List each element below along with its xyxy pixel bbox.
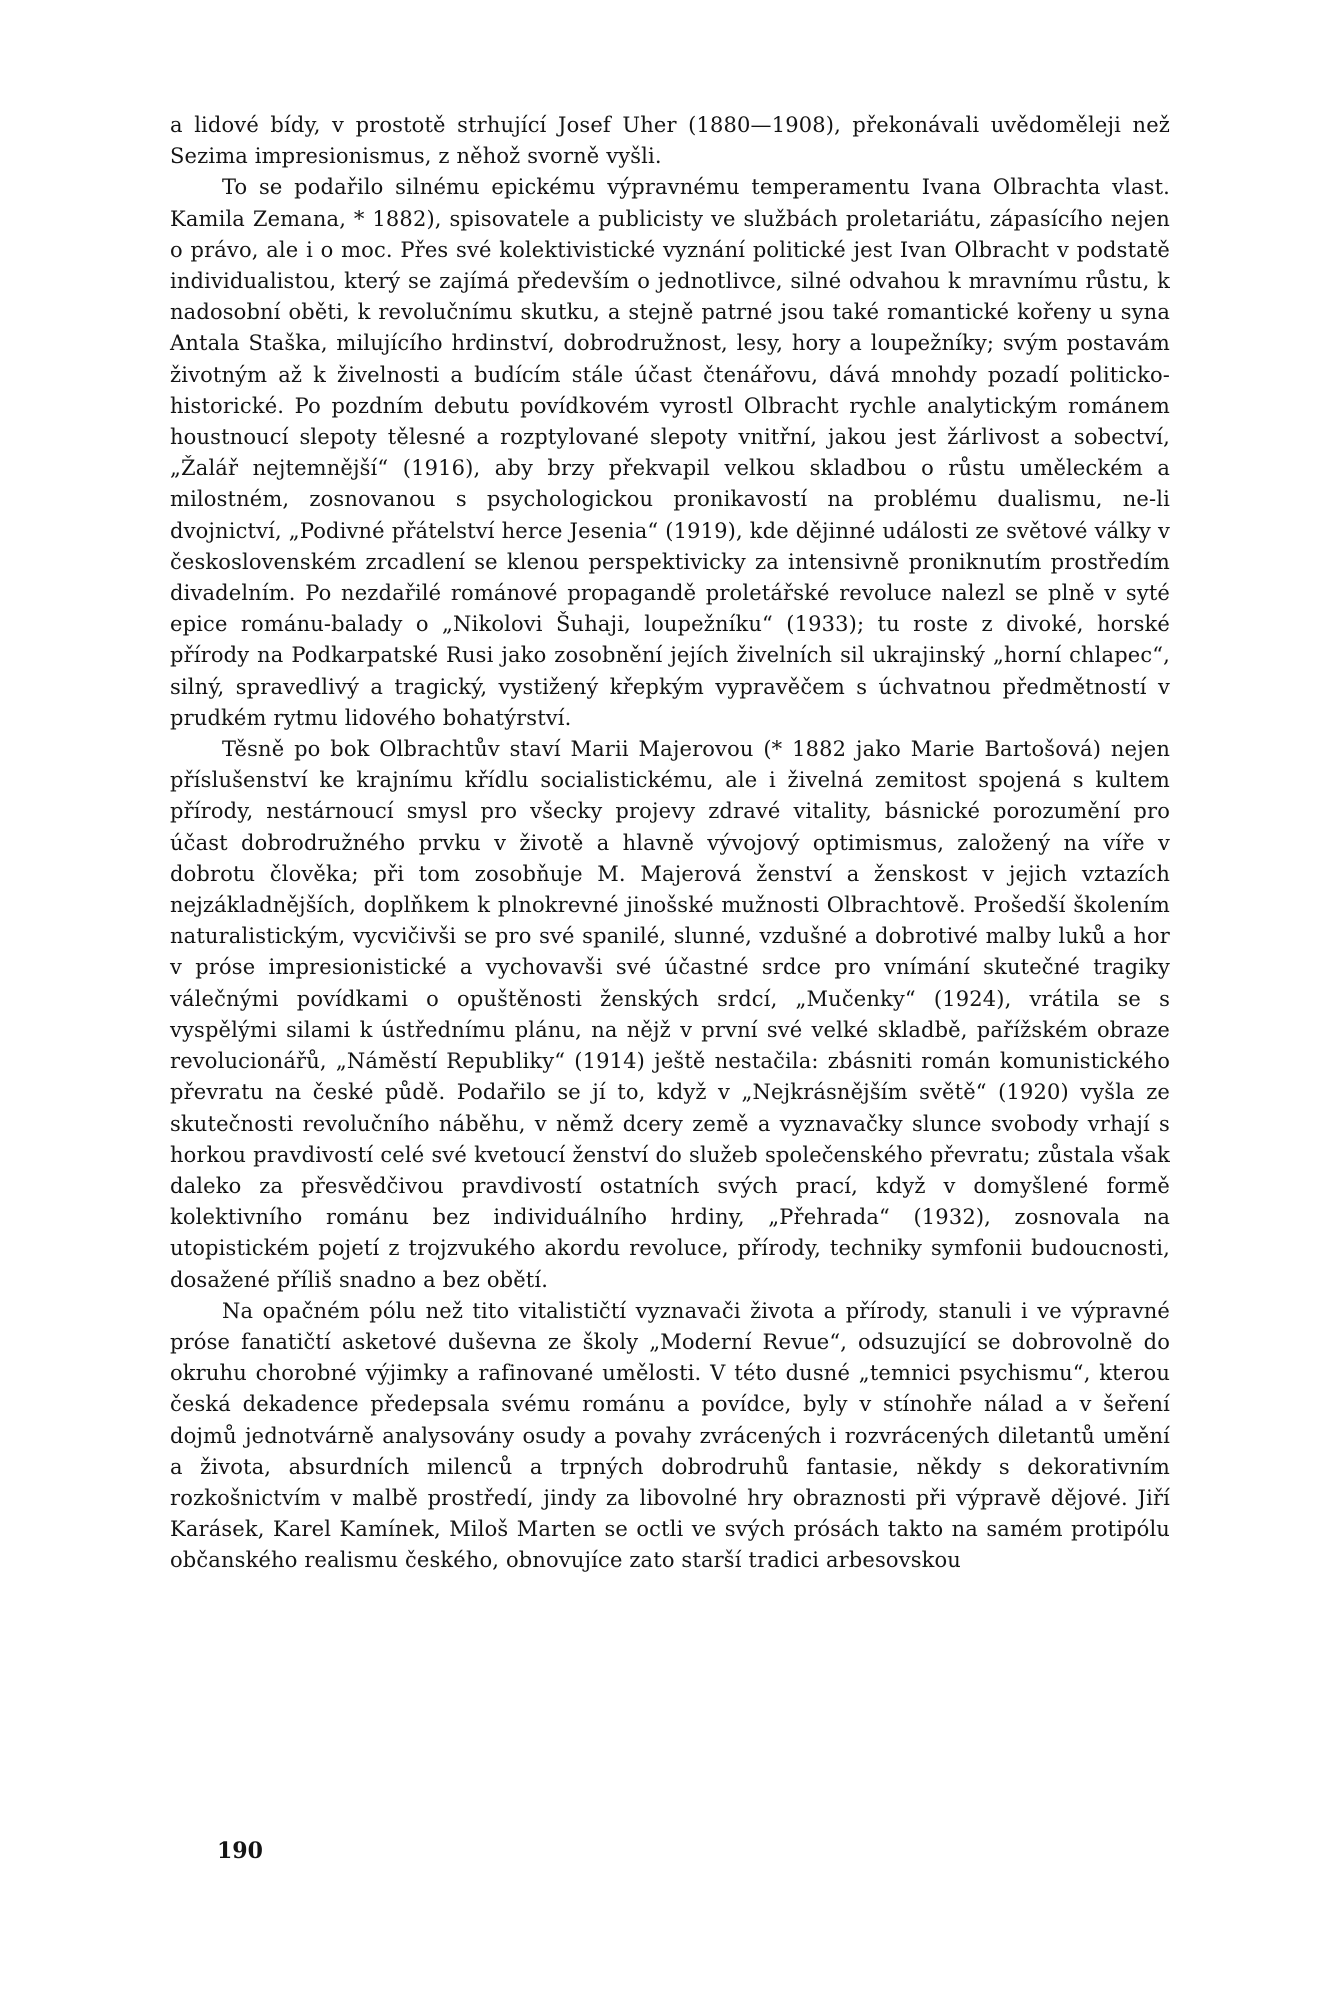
paragraph-olbracht: To se podařilo silnému epickému výpravnému temperamentu Ivana Olbrachta vlast. Kamila Zemana, * 1882), spisovatele a publicisty ve službách proletariátu, zápasícího nejen o právo, ale i o moc. Přes své kolektivistické vyznání politické jest Ivan Olbracht v podstatě individualistou, který se zajímá především o jednotlivce, silné odvahou k mravnímu růstu, k nadosobní oběti, k revolučnímu skutku, a stejně patrné jsou také romantické kořeny u syna Antala Staška, milujícího hrdinství, dobrodružnost, lesy, hory a loupežníky; svým postavám životným až k živelnosti a budícím stále účast čtenářovu, dává mnohdy pozadí politicko-historické. Po pozdním debutu povídkovém vyrostl Olbracht rychle analytickým románem houstnoucí slepoty tělesné a rozptylované slepoty vnitřní, jakou jest žárlivost a sobectví, „Žalář nejtemnější“ (1916), aby brzy překvapil velkou skladbou o růstu uměleckém a milostném, zosnovanou s psychologickou pronikavostí na problému dualismu, ne-li dvojnictví, „Podivné přátelství herce Jesenia“ (1919), kde dějinné události ze světové války v československém zrcadlení se klenou perspektivicky za intensivně proniknutím prostředím divadelním. Po nezdařilé románové propagandě proletářské revoluce nalezl se plně v syté epice románu-balady o „Nikolovi Šuhaji, loupežníku“ (1933); tu roste z divoké, horské přírody na Podkarpatské Rusi jako zosobnění jejích živelních sil ukrajinský „horní chlapec“, silný, spravedlivý a tragický, vystižený křepkým vypravěčem s úchvatnou předmětností v prudkém rytmu lidového bohatýrství.	[170, 175, 1170, 730]
paragraph-majerova: Těsně po bok Olbrachtův staví Marii Majerovou (* 1882 jako Marie Bartošová) nejen příslušenství ke krajnímu křídlu socialistickému, ale i živelná zemitost spojená s kultem přírody, nestárnoucí smysl pro všecky projevy zdravé vitality, básnické porozumění pro účast dobrodružného prvku v životě a hlavně vývojový optimismus, založený na víře v dobrotu člověka; při tom zosobňuje M. Majerová ženství a ženskost v jejich vztazích nejzákladnějších, doplňkem k plnokrevné jinošské mužnosti Olbrachtově. Prošedší školením naturalistickým, vycvičivši se pro své spanilé, slunné, vzdušné a dobrotivé malby luků a hor v próse impresionistické a vychovavši své účastné srdce pro vnímání skutečné tragiky válečnými povídkami o opuštěnosti ženských srdcí, „Mučenky“ (1924), vrátila se s vyspělými silami k ústřednímu plánu, na nějž v první své velké skladbě, pařížském obraze revolucionářů, „Náměstí Republiky“ (1914) ještě nestačila: zbásniti román komunistického převratu na české půdě. Podařilo se jí to, když v „Nejkrásnějším světě“ (1920) vyšla ze skutečnosti revolučního náběhu, v němž dcery země a vyznavačky slunce svobody vrhají s horkou pravdivostí celé své kvetoucí ženství do služeb společenského převratu; zůstala však daleko za přesvědčivou pravdivostí ostatních svých prací, když v domyšlené formě kolektivního románu bez individuálního hrdiny, „Přehrada“ (1932), zosnovala na utopistickém pojetí z trojzvukého akordu revoluce, přírody, techniky symfonii budoucnosti, dosažené příliš snadno a bez obětí.	[170, 737, 1170, 1292]
paragraph-decadence: Na opačném pólu než tito vitalističtí vyznavači života a přírody, stanuli i ve výpravné próse fanatičtí asketové duševna ze školy „Moderní Revue“, odsuzující se dobrovolně do okruhu chorobné výjimky a rafinované umělosti. V této dusné „temnici psychismu“, kterou česká dekadence předepsala svému románu a povídce, byly v stínohře nálad a v šeření dojmů jednotvárně analysovány osudy a povahy zvrácených i rozvrácených diletantů umění a života, absurdních milenců a trpných dobrodruhů fantasie, někdy s dekorativním rozkošnictvím v malbě prostředí, jindy za libovolné hry obraznosti při výpravě dějové. Jiří Karásek, Karel Kamínek, Miloš Marten se octli ve svých prósách takto na samém protipólu občanského realismu českého, obnovujíce zato starší tradici arbesovskou	[170, 1298, 1170, 1573]
page-body	[170, 110, 1170, 1577]
paragraph-continuation: a lidové bídy, v prostotě strhující Josef Uher (1880—1908), překonávali uvědoměleji než Sezima impresionismus, z něhož svorně vyšli.	[170, 113, 1170, 169]
page-number: 190	[217, 1838, 263, 1864]
